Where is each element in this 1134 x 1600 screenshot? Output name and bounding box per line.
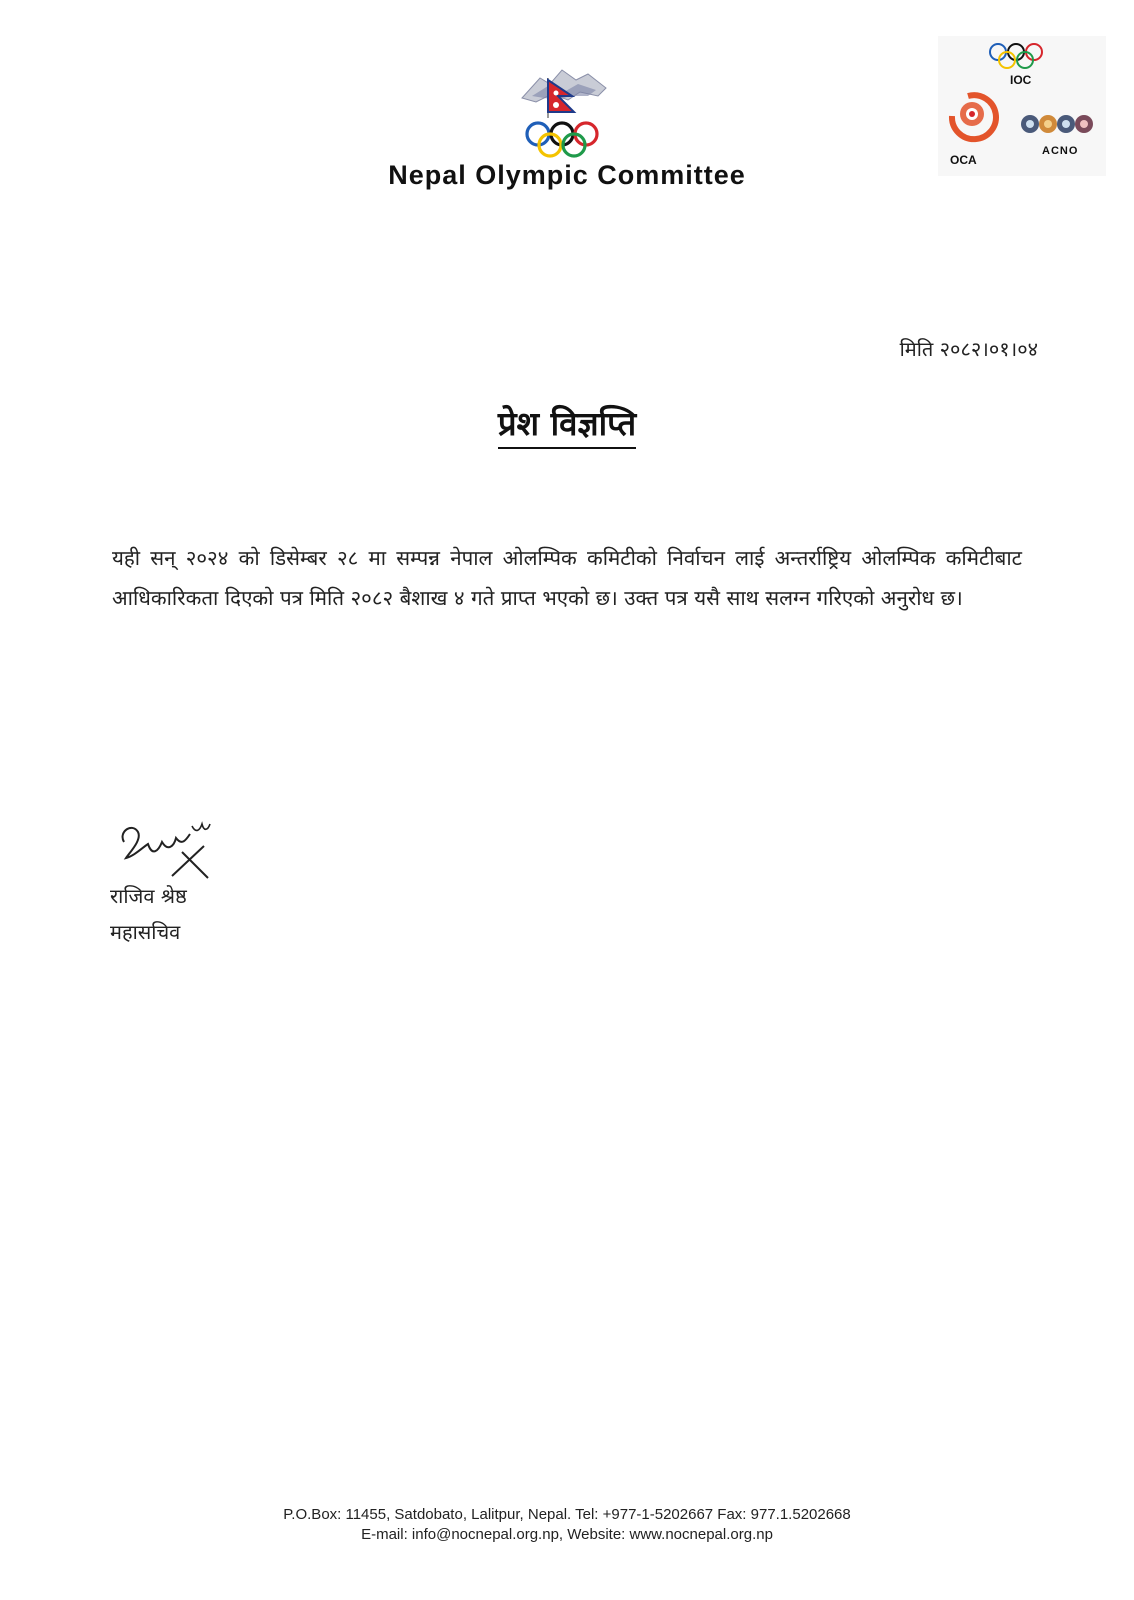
organization-name: Nepal Olympic Committee	[388, 160, 746, 190]
document-title: प्रेश विज्ञप्ति	[498, 404, 636, 449]
footer-contact: E-mail: info@nocnepal.org.np, Website: www.nocnepal.org.np	[361, 1526, 773, 1543]
document-date: मिति २०८२।०१।०४	[899, 337, 1038, 361]
ioc-label: IOC	[1010, 73, 1032, 87]
document-title-wrapper	[0, 400, 1134, 445]
signer-title: महासचिव	[110, 920, 181, 944]
footer-address: P.O.Box: 11455, Satdobato, Lalitpur, Nepal. Tel: +977-1-5202667 Fax: 977.1.5202668	[283, 1506, 851, 1523]
partner-logos	[938, 36, 1106, 176]
acno-label: ACNO	[1042, 145, 1079, 157]
signer-name: राजिव श्रेष्ठ	[110, 884, 187, 908]
document-body: यही सन् २०२४ को डिसेम्बर २८ मा सम्पन्न नेपाल ओलम्पिक कमिटीको निर्वाचन लाई अन्तर्राष्ट्रिय ओलम्पिक कमिटीबाट आधिकारिकता दिएको पत्र मिति २०८२ बैशाख ४ गते प्राप्त भएको छ। उक्त पत्र यसै साथ सलग्न गरिएको अनुरोध छ।	[112, 546, 1022, 610]
footer	[0, 1505, 1134, 1545]
noc-nepal-logo-icon	[518, 66, 622, 162]
oca-label: OCA	[950, 153, 977, 167]
